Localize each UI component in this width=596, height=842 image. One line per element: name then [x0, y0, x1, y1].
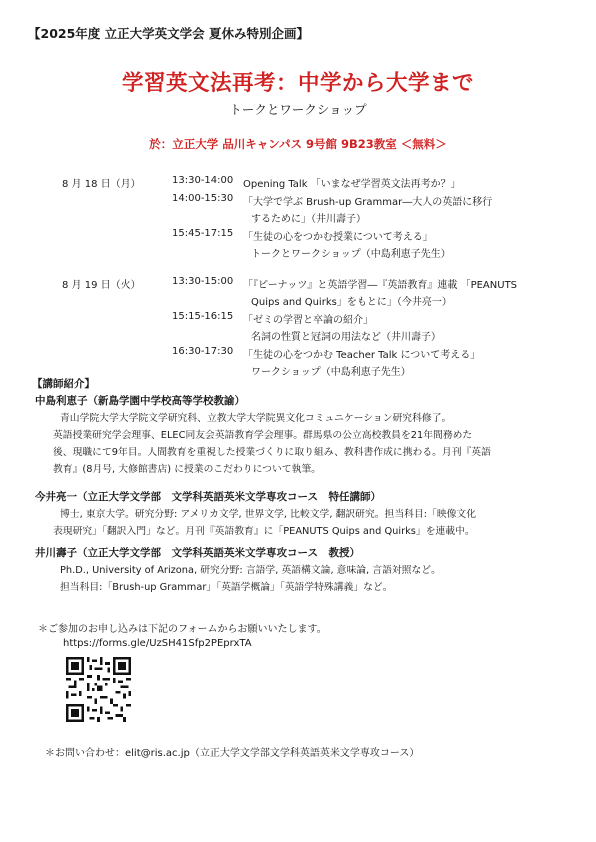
lecturer-bio [53, 410, 491, 478]
lecturers-heading: 【講師紹介】 [32, 378, 95, 390]
venue-info: 於：立正大学 品川キャンパス 9号館 9B23教室 ＜無料＞ [149, 137, 447, 151]
session-title: Quips and Quirks」をもとに」（今井亮一） [251, 297, 452, 308]
session-speaker: 名詞の性質と冠詞の用法など（井川壽子） [251, 332, 441, 343]
bio-line: Ph.D., University of Arizona, 研究分野: 言語学, 英語構文論, 意味論, 言語対照など。 [60, 565, 441, 576]
session-time: 14:00-15:30 [172, 193, 234, 204]
bio-line: 教育』(8月号, 大修館書店) に授業のこだわりについて執筆。 [53, 464, 321, 475]
contact-info: ＊お問い合わせ：elit@ris.ac.jp（立正大学文学部文学科英語英米文学専攻コース） [45, 748, 420, 759]
lecturer-name: 中島利恵子（新島学園中学校高等学校教諭） [35, 395, 245, 407]
qr-code-icon[interactable] [66, 657, 131, 722]
session-title: 「生徒の心をつかむ Teacher Talk について考える」 [243, 350, 481, 361]
apply-link[interactable]: https://forms.gle/UzSH41Sfp2PEprxTA [63, 638, 252, 649]
lecturer-bio [53, 506, 477, 540]
lecturer-name: 今井亮一（立正大学文学部 文学科英語英米文学専攻コース 特任講師） [35, 491, 381, 503]
bio-line: 後、現職にて9年目。人間教育を重視した授業づくりに取り組み、教科書作成に携わる。月刊『英語 [53, 447, 491, 458]
session-time: 13:30-15:00 [172, 276, 234, 287]
session-title: 「ゼミの学習と卒論の紹介」 [243, 315, 373, 326]
session-title: するために」（井川壽子） [251, 214, 366, 225]
event-tagline: 【2025年度 立正大学英文学会 夏休み特別企画】 [28, 26, 309, 41]
page-title: 学習英文法再考：中学から大学まで [121, 71, 474, 96]
schedule-day-2: 8 月 19 日（火） [62, 280, 141, 291]
lecturer-bio [60, 562, 441, 596]
bio-line: 博士, 東京大学。研究分野: アメリカ文学, 世界文学, 比較文学, 翻訳研究。担当科目:「映像文化 [60, 509, 477, 520]
session-speaker: ワークショップ（中島利恵子先生） [251, 367, 411, 378]
bio-line: 英語授業研究学会理事、ELEC同友会英語教育学会理事。群馬県の公立高校教員を21年間務めた [53, 430, 473, 441]
session-time: 15:15-16:15 [172, 311, 234, 322]
session-title: 「大学で学ぶ Brush-up Grammar―大人の英語に移行 [243, 197, 493, 208]
session-title: Opening Talk 「いまなぜ学習英文法再考か？」 [243, 179, 461, 190]
page-subtitle: トークとワークショップ [229, 102, 367, 117]
session-title: 「生徒の心をつかむ授業について考える」 [243, 232, 433, 243]
session-time: 13:30-14:00 [172, 175, 234, 186]
session-title: 「『ピーナッツ』と英語学習―『英語教育』連載 「PEANUTS [243, 280, 518, 291]
session-time: 16:30-17:30 [172, 346, 234, 357]
lecturer-name: 井川壽子（立正大学文学部 文学科英語英米文学専攻コース 教授） [35, 547, 360, 559]
schedule-day-1: 8 月 18 日（月） [62, 179, 141, 190]
session-time: 15:45-17:15 [172, 228, 234, 239]
apply-note: ＊ご参加のお申し込みは下記のフォームからお願いいたします。 [38, 624, 327, 635]
bio-line: 担当科目:「Brush-up Grammar」「英語学概論」「英語学特殊講義」など。 [60, 582, 393, 593]
session-speaker: トークとワークショップ（中島利恵子先生） [251, 249, 451, 260]
bio-line: 表現研究」「翻訳入門」など。月刊『英語教育』に「PEANUTS Quips and Quirks」を連載中。 [53, 526, 475, 537]
bio-line: 青山学院大学大学院文学研究科、立教大学大学院異文化コミュニケーション研究科修了。 [60, 413, 452, 424]
